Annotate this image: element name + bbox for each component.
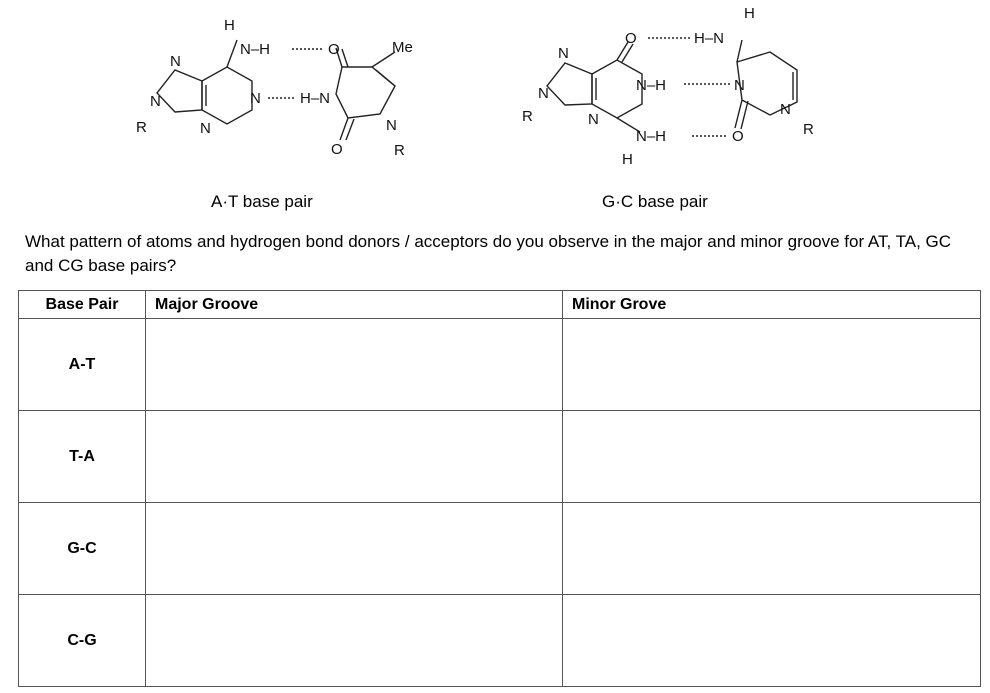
major-groove-cell-gc[interactable] — [146, 503, 563, 595]
gc-h-bottom: H — [622, 151, 633, 168]
at-o-top: O — [328, 41, 340, 58]
at-n-h-top: N–H — [240, 41, 271, 58]
gc-n-right: N — [780, 101, 791, 118]
minor-groove-cell-ta[interactable] — [563, 411, 981, 503]
at-me: Me — [392, 39, 413, 56]
row-label-at: A-T — [19, 319, 146, 411]
at-n-left: N — [170, 53, 181, 70]
gc-r-right: R — [803, 121, 814, 138]
at-n-mid: N — [250, 90, 261, 107]
header-minor-groove: Minor Grove — [563, 291, 981, 319]
row-label-cg: C-G — [19, 595, 146, 687]
at-h-top: H — [224, 17, 235, 34]
minor-groove-cell-cg[interactable] — [563, 595, 981, 687]
at-n-bottom: N — [200, 120, 211, 137]
gc-base-pair-caption: G·C base pair — [602, 192, 708, 211]
guanine-imidazole-ring — [547, 63, 592, 105]
answer-table — [18, 290, 981, 687]
gc-n-r: N — [538, 85, 549, 102]
gc-n-h-mid: N–H — [636, 77, 667, 94]
gc-h-n-top: H–N — [694, 30, 725, 47]
gc-h-top: H — [744, 5, 755, 22]
gc-n-left: N — [558, 45, 569, 62]
minor-groove-cell-at[interactable] — [563, 319, 981, 411]
major-groove-cell-cg[interactable] — [146, 595, 563, 687]
question-text: What pattern of atoms and hydrogen bond donors / acceptors do you observe in the major and minor groove for AT, TA, GC and CG base pairs? — [25, 232, 952, 275]
gc-n-h-bottom: N–H — [636, 128, 667, 145]
row-label-gc: G-C — [19, 503, 146, 595]
at-n-r: N — [150, 93, 161, 110]
row-label-ta: T-A — [19, 411, 146, 503]
gc-o-bottom: O — [732, 128, 744, 145]
gc-r-left: R — [522, 108, 533, 125]
gc-n-mid-right: N — [734, 77, 745, 94]
adenine-pyrimidine-ring — [202, 67, 252, 124]
header-major-groove: Major Groove — [146, 291, 563, 319]
at-n-right: N — [386, 117, 397, 134]
at-base-pair-caption: A·T base pair — [211, 192, 313, 211]
minor-groove-cell-gc[interactable] — [563, 503, 981, 595]
at-h-n-mid: H–N — [300, 90, 331, 107]
thymine-ring — [336, 67, 395, 118]
major-groove-cell-ta[interactable] — [146, 411, 563, 503]
gc-n-bottom: N — [588, 111, 599, 128]
header-base-pair: Base Pair — [19, 291, 146, 319]
gc-o-top: O — [625, 30, 637, 47]
base-pair-structures-figure — [0, 0, 990, 190]
table-row — [19, 595, 981, 687]
guanine-pyrimidine-ring — [592, 60, 642, 118]
table-header-row — [19, 291, 981, 319]
at-o-bottom: O — [331, 141, 343, 158]
table-row — [19, 503, 981, 595]
table-row — [19, 411, 981, 503]
adenine-imidazole-ring — [157, 70, 202, 112]
table-row — [19, 319, 981, 411]
major-groove-cell-at[interactable] — [146, 319, 563, 411]
at-r-left: R — [136, 119, 147, 136]
at-r-right: R — [394, 142, 405, 159]
